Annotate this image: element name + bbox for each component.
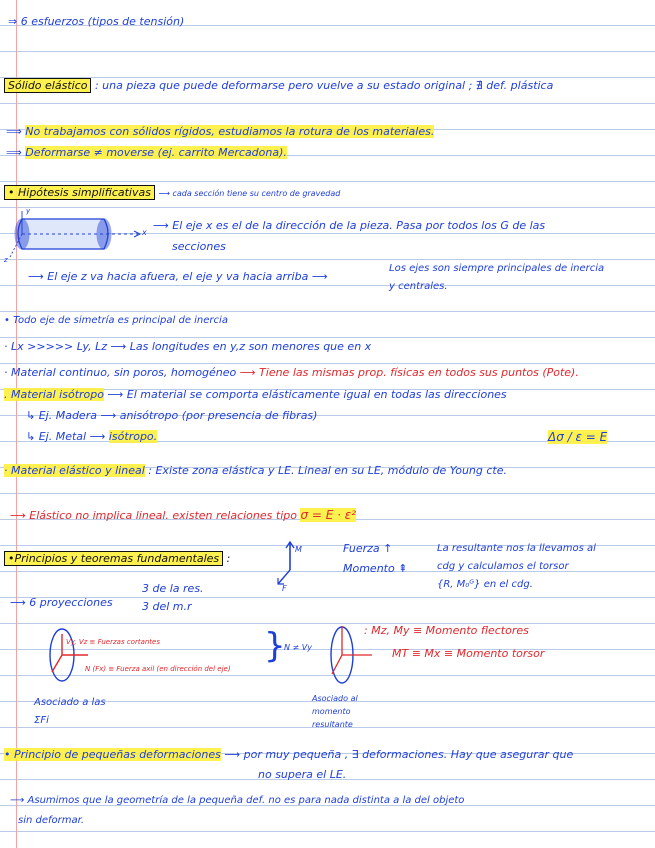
- isotropic-line: [4, 388, 507, 402]
- bending-moments: : Mz, My ≡ Momento flectores: [364, 624, 529, 637]
- rigid-arrow: ⟹: [6, 125, 22, 138]
- diagram-M: M: [295, 545, 302, 554]
- projections-mr: 3 del m.r: [142, 600, 192, 613]
- projections-res: 3 de la res.: [142, 582, 204, 595]
- example-wood: ↳ Ej. Madera ⟶ anisótropo (por presencia de fibras): [26, 409, 318, 422]
- axial-force: N (Fx) ≡ Fuerza axil (en dirección del eje): [85, 665, 231, 673]
- elastic-linear-a: · Material elástico y lineal: [4, 464, 145, 477]
- axis-z-text: ⟶ El eje z va hacia afuera, el eje y va hacia arriba ⟶: [28, 270, 328, 283]
- example-metal-b: isótropo.: [108, 430, 158, 443]
- force-section-diagram: [30, 620, 100, 690]
- young-formula: Δσ / ε = E: [548, 430, 608, 444]
- deform-text: Deformarse ≠ moverse (ej. carrito Mercadona).: [25, 146, 287, 159]
- projections-label: ⟶ 6 proyecciones: [10, 596, 113, 609]
- principles-colon: :: [226, 552, 231, 565]
- beam-axis-x: x: [142, 228, 147, 237]
- associated-moment-2: momento: [312, 707, 351, 716]
- hypotheses-note: ⟶ cada sección tiene su centro de gravedad: [158, 189, 341, 198]
- principles-title: •Principios y teoremas fundamentales: [4, 551, 223, 566]
- axes-principal-2: y centrales.: [389, 281, 448, 292]
- axis-x-line2: secciones: [172, 240, 226, 253]
- axis-x-line1: ⟶ El eje x es el de la dirección de la pieza. Pasa por todos los G de las: [153, 219, 546, 232]
- solid-title: Sólido elástico: [4, 78, 91, 93]
- associated-moment-1: Asociado al: [312, 694, 358, 703]
- associated-moment-3: resultante: [312, 720, 353, 729]
- associated-force-1: Asociado a las: [34, 697, 106, 708]
- elastic-linear-line: [4, 464, 507, 478]
- n-not-v: N ≠ Vy: [284, 643, 312, 652]
- small-deformation-c: no supera el LE.: [258, 768, 347, 781]
- rigid-line: [6, 125, 434, 139]
- solid-definition: : una pieza que puede deformarse pero vuelve a su estado original ; ∄ def. plástica: [94, 79, 554, 92]
- isotropic-b: ⟶ El material se comporta elásticamente igual en todas las direcciones: [107, 388, 507, 401]
- force-label: Fuerza ↑: [343, 542, 393, 555]
- continuous-b: ⟶ Tiene las mismas prop. físicas en todos sus puntos (Pote).: [239, 366, 579, 379]
- elastic-not-linear: ⟶ Elástico no implica lineal. existen relaciones tipo: [10, 509, 297, 522]
- brace: }: [264, 626, 286, 666]
- solid-definition-line: [4, 79, 553, 93]
- rigid-text: No trabajamos con sólidos rígidos, estudiamos la rotura de los materiales.: [25, 125, 435, 138]
- diagram-F: F: [282, 584, 287, 593]
- elastic-not-linear-line: [10, 508, 356, 523]
- resultant-2: cdg y calculamos el torsor: [437, 561, 569, 572]
- power-formula: σ = E · ε²: [300, 508, 357, 522]
- beam-axis-y: y: [26, 207, 31, 215]
- intro-line: ⇒ 6 esfuerzos (tipos de tensión): [8, 15, 185, 28]
- resultant-1: La resultante nos la llevamos al: [437, 543, 596, 554]
- moment-label: Momento ⇞: [343, 562, 408, 575]
- geometry-line-1: ⟶ Asumimos que la geometría de la pequeña def. no es para nada distinta a la del objeto: [10, 795, 465, 806]
- principles-line: [4, 552, 230, 566]
- elastic-linear-b: : Existe zona elástica y LE. Lineal en su LE, módulo de Young cte.: [148, 464, 507, 477]
- torsion-moment: MT ≡ Mx ≡ Momento torsor: [392, 647, 545, 660]
- deform-line: [6, 146, 287, 160]
- geometry-line-2: sin deformar.: [18, 815, 84, 826]
- deform-arrow: ⟹: [6, 146, 22, 159]
- isotropic-a: . Material isótropo: [4, 388, 104, 401]
- beam-axis-z: z: [4, 256, 8, 264]
- resultant-3: {R, M₀ᴳ} en el cdg.: [437, 579, 533, 590]
- example-metal-a: ↳ Ej. Metal ⟶: [26, 430, 106, 443]
- continuous-a: · Material continuo, sin poros, homogéneo: [4, 366, 237, 379]
- hypotheses-title: • Hipótesis simplificativas: [4, 185, 155, 200]
- symmetry-line: • Todo eje de simetría es principal de inercia: [4, 315, 228, 326]
- shear-forces: Vy, Vz ≡ Fuerzas cortantes: [66, 638, 160, 646]
- axes-principal-1: Los ejes son siempre principales de inercia: [389, 263, 605, 274]
- force-moment-diagram: [270, 540, 310, 588]
- small-deformation-line: [4, 748, 573, 762]
- example-metal-line: [26, 430, 157, 444]
- beam-sketch: [0, 205, 160, 275]
- continuous-line: [4, 366, 579, 380]
- hypotheses-line: [4, 186, 340, 200]
- associated-force-2: ΣFi: [34, 715, 49, 726]
- small-deformation-a: • Principio de pequeñas deformaciones: [4, 748, 221, 761]
- lengths-line: · Lx >>>>> Ly, Lz ⟶ Las longitudes en y,z son menores que en x: [4, 340, 372, 353]
- small-deformation-b: ⟶ por muy pequeña , ∃ deformaciones. Hay que asegurar que: [224, 748, 574, 761]
